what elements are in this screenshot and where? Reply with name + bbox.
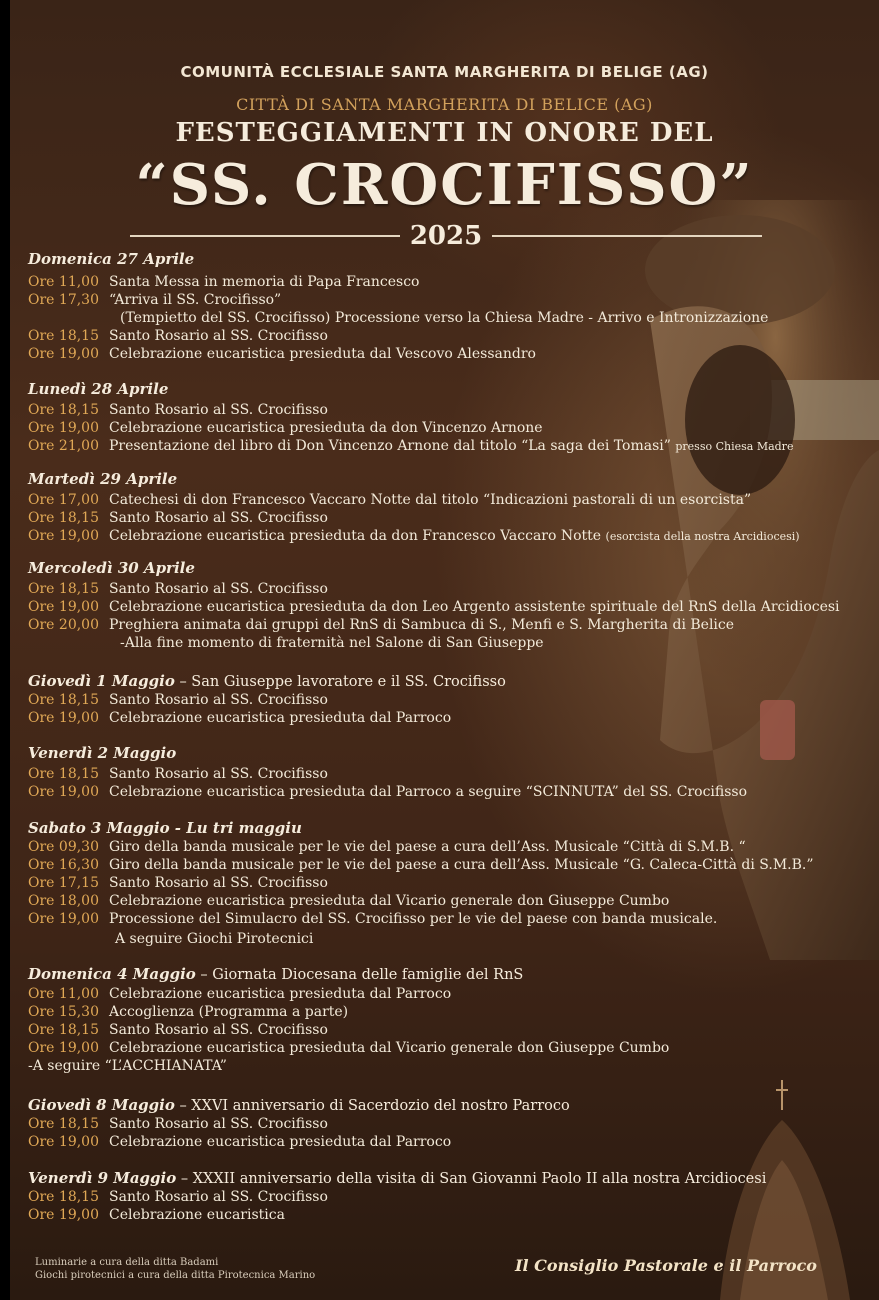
event-line: Ore 17,00 Catechesi di don Francesco Vaccaro Notte dal titolo “Indicazioni pastorali di un esorcista”	[28, 492, 752, 508]
day-heading: Giovedì 1 Maggio – San Giuseppe lavoratore e il SS. Crocifisso	[28, 672, 506, 690]
event-line: Ore 19,00 Celebrazione eucaristica presieduta dal Parroco a seguire “SCINNUTA” del SS. Crocifisso	[28, 784, 748, 800]
event-line: Ore 18,00 Celebrazione eucaristica presieduta dal Vicario generale don Giuseppe Cumbo	[28, 893, 670, 909]
event-line: Ore 18,15 Santo Rosario al SS. Crocifisso	[28, 581, 328, 597]
event-line: Ore 18,15 Santo Rosario al SS. Crocifisso	[28, 510, 328, 526]
day-heading: Martedì 29 Aprile	[28, 470, 178, 488]
community-name: COMUNITÀ ECCLESIALE SANTA MARGHERITA DI BELIGE (AG)	[180, 63, 709, 81]
event-line: Ore 19,00 Celebrazione eucaristica presieduta da don Vincenzo Arnone	[28, 420, 543, 436]
event-line: Ore 11,00 Santa Messa in memoria di Papa Francesco	[28, 274, 420, 290]
event-line: Ore 21,00 Presentazione del libro di Don Vincenzo Arnone dal titolo “La saga dei Tomasi” presso Chiesa Madre	[28, 438, 794, 454]
event-line: Ore 11,00 Celebrazione eucaristica presieduta dal Parroco	[28, 986, 452, 1002]
day-heading: Venerdì 2 Maggio	[28, 744, 177, 762]
year: 2025	[409, 221, 483, 251]
event-line: Ore 19,00 Celebrazione eucaristica	[28, 1207, 285, 1223]
day-heading: Domenica 27 Aprile	[28, 250, 195, 268]
day-heading: Mercoledì 30 Aprile	[28, 559, 195, 577]
event-line: Ore 18,15 Santo Rosario al SS. Crocifisso	[28, 402, 328, 418]
event-line: Ore 18,15 Santo Rosario al SS. Crocifisso	[28, 1116, 328, 1132]
festival-poster	[10, 0, 879, 1300]
event-line: Ore 18,15 Santo Rosario al SS. Crocifisso	[28, 692, 328, 708]
day-heading: Venerdì 9 Maggio – XXXII anniversario della visita di San Giovanni Paolo II alla nostra Arcidiocesi	[28, 1169, 767, 1187]
event-line: Ore 20,00 Preghiera animata dai gruppi del RnS di Sambuca di S., Menfi e S. Margherita di Belice	[28, 617, 735, 633]
event-line: Ore 19,00 Celebrazione eucaristica presieduta dal Vicario generale don Giuseppe Cumbo	[28, 1040, 670, 1056]
event-continuation: -Alla fine momento di fraternità nel Salone di San Giuseppe	[120, 635, 544, 651]
divider-right	[492, 235, 762, 237]
event-line: Ore 17,15 Santo Rosario al SS. Crocifisso	[28, 875, 328, 891]
credits	[35, 1256, 315, 1282]
event-line: Ore 18,15 Santo Rosario al SS. Crocifisso	[28, 328, 328, 344]
event-line: Ore 18,15 Santo Rosario al SS. Crocifisso	[28, 1189, 328, 1205]
poster-title: “SS. CROCIFISSO”	[135, 152, 754, 218]
event-line: Ore 17,30 “Arriva il SS. Crocifisso”	[28, 292, 282, 308]
event-line: Ore 09,30 Giro della banda musicale per le vie del paese a cura dell’Ass. Musicale “Città di S.M.B. “	[28, 839, 746, 855]
event-line: Ore 15,30 Accoglienza (Programma a parte)	[28, 1004, 349, 1020]
day-heading: Sabato 3 Maggio - Lu tri maggiu	[28, 819, 302, 837]
event-line: Ore 18,15 Santo Rosario al SS. Crocifisso	[28, 766, 328, 782]
event-line: Ore 16,30 Giro della banda musicale per le vie del paese a cura dell’Ass. Musicale “G. Caleca-Città di S.M.B.”	[28, 857, 814, 873]
divider-left	[130, 235, 400, 237]
event-line: Ore 19,00 Celebrazione eucaristica presieduta da don Leo Argento assistente spirituale del RnS della Arcidiocesi	[28, 599, 840, 615]
day-heading: Giovedì 8 Maggio – XXVI anniversario di Sacerdozio del nostro Parroco	[28, 1096, 570, 1114]
event-continuation: (Tempietto del SS. Crocifisso) Processione verso la Chiesa Madre - Arrivo e Intronizzazione	[120, 310, 769, 326]
festivities-heading: FESTEGGIAMENTI IN ONORE DEL	[175, 118, 714, 148]
event-continuation: A seguire Giochi Pirotecnici	[115, 931, 314, 947]
event-line: Ore 19,00 Processione del Simulacro del SS. Crocifisso per le vie del paese con banda musicale.	[28, 911, 718, 927]
event-line: Ore 19,00 Celebrazione eucaristica presieduta dal Vescovo Alessandro	[28, 346, 536, 362]
day-heading: Lunedì 28 Aprile	[28, 380, 169, 398]
signature: Il Consiglio Pastorale e il Parroco	[515, 1256, 817, 1275]
credit-fireworks: Giochi pirotecnici a cura della ditta Pirotecnica Marino	[35, 1270, 316, 1281]
event-line: Ore 18,15 Santo Rosario al SS. Crocifisso	[28, 1022, 328, 1038]
day-heading: Domenica 4 Maggio – Giornata Diocesana delle famiglie del RnS	[28, 965, 524, 983]
city-name: CITTÀ DI SANTA MARGHERITA DI BELICE (AG)	[236, 95, 653, 114]
event-continuation: -A seguire “L’ACCHIANATA”	[28, 1058, 227, 1074]
event-line: Ore 19,00 Celebrazione eucaristica presieduta da don Francesco Vaccaro Notte (esorcista della nostra Arcidiocesi)	[28, 528, 800, 544]
credit-lights: Luminarie a cura della ditta Badami	[35, 1257, 219, 1268]
event-line: Ore 19,00 Celebrazione eucaristica presieduta dal Parroco	[28, 1134, 452, 1150]
year-row	[130, 220, 762, 252]
event-line: Ore 19,00 Celebrazione eucaristica presieduta dal Parroco	[28, 710, 452, 726]
